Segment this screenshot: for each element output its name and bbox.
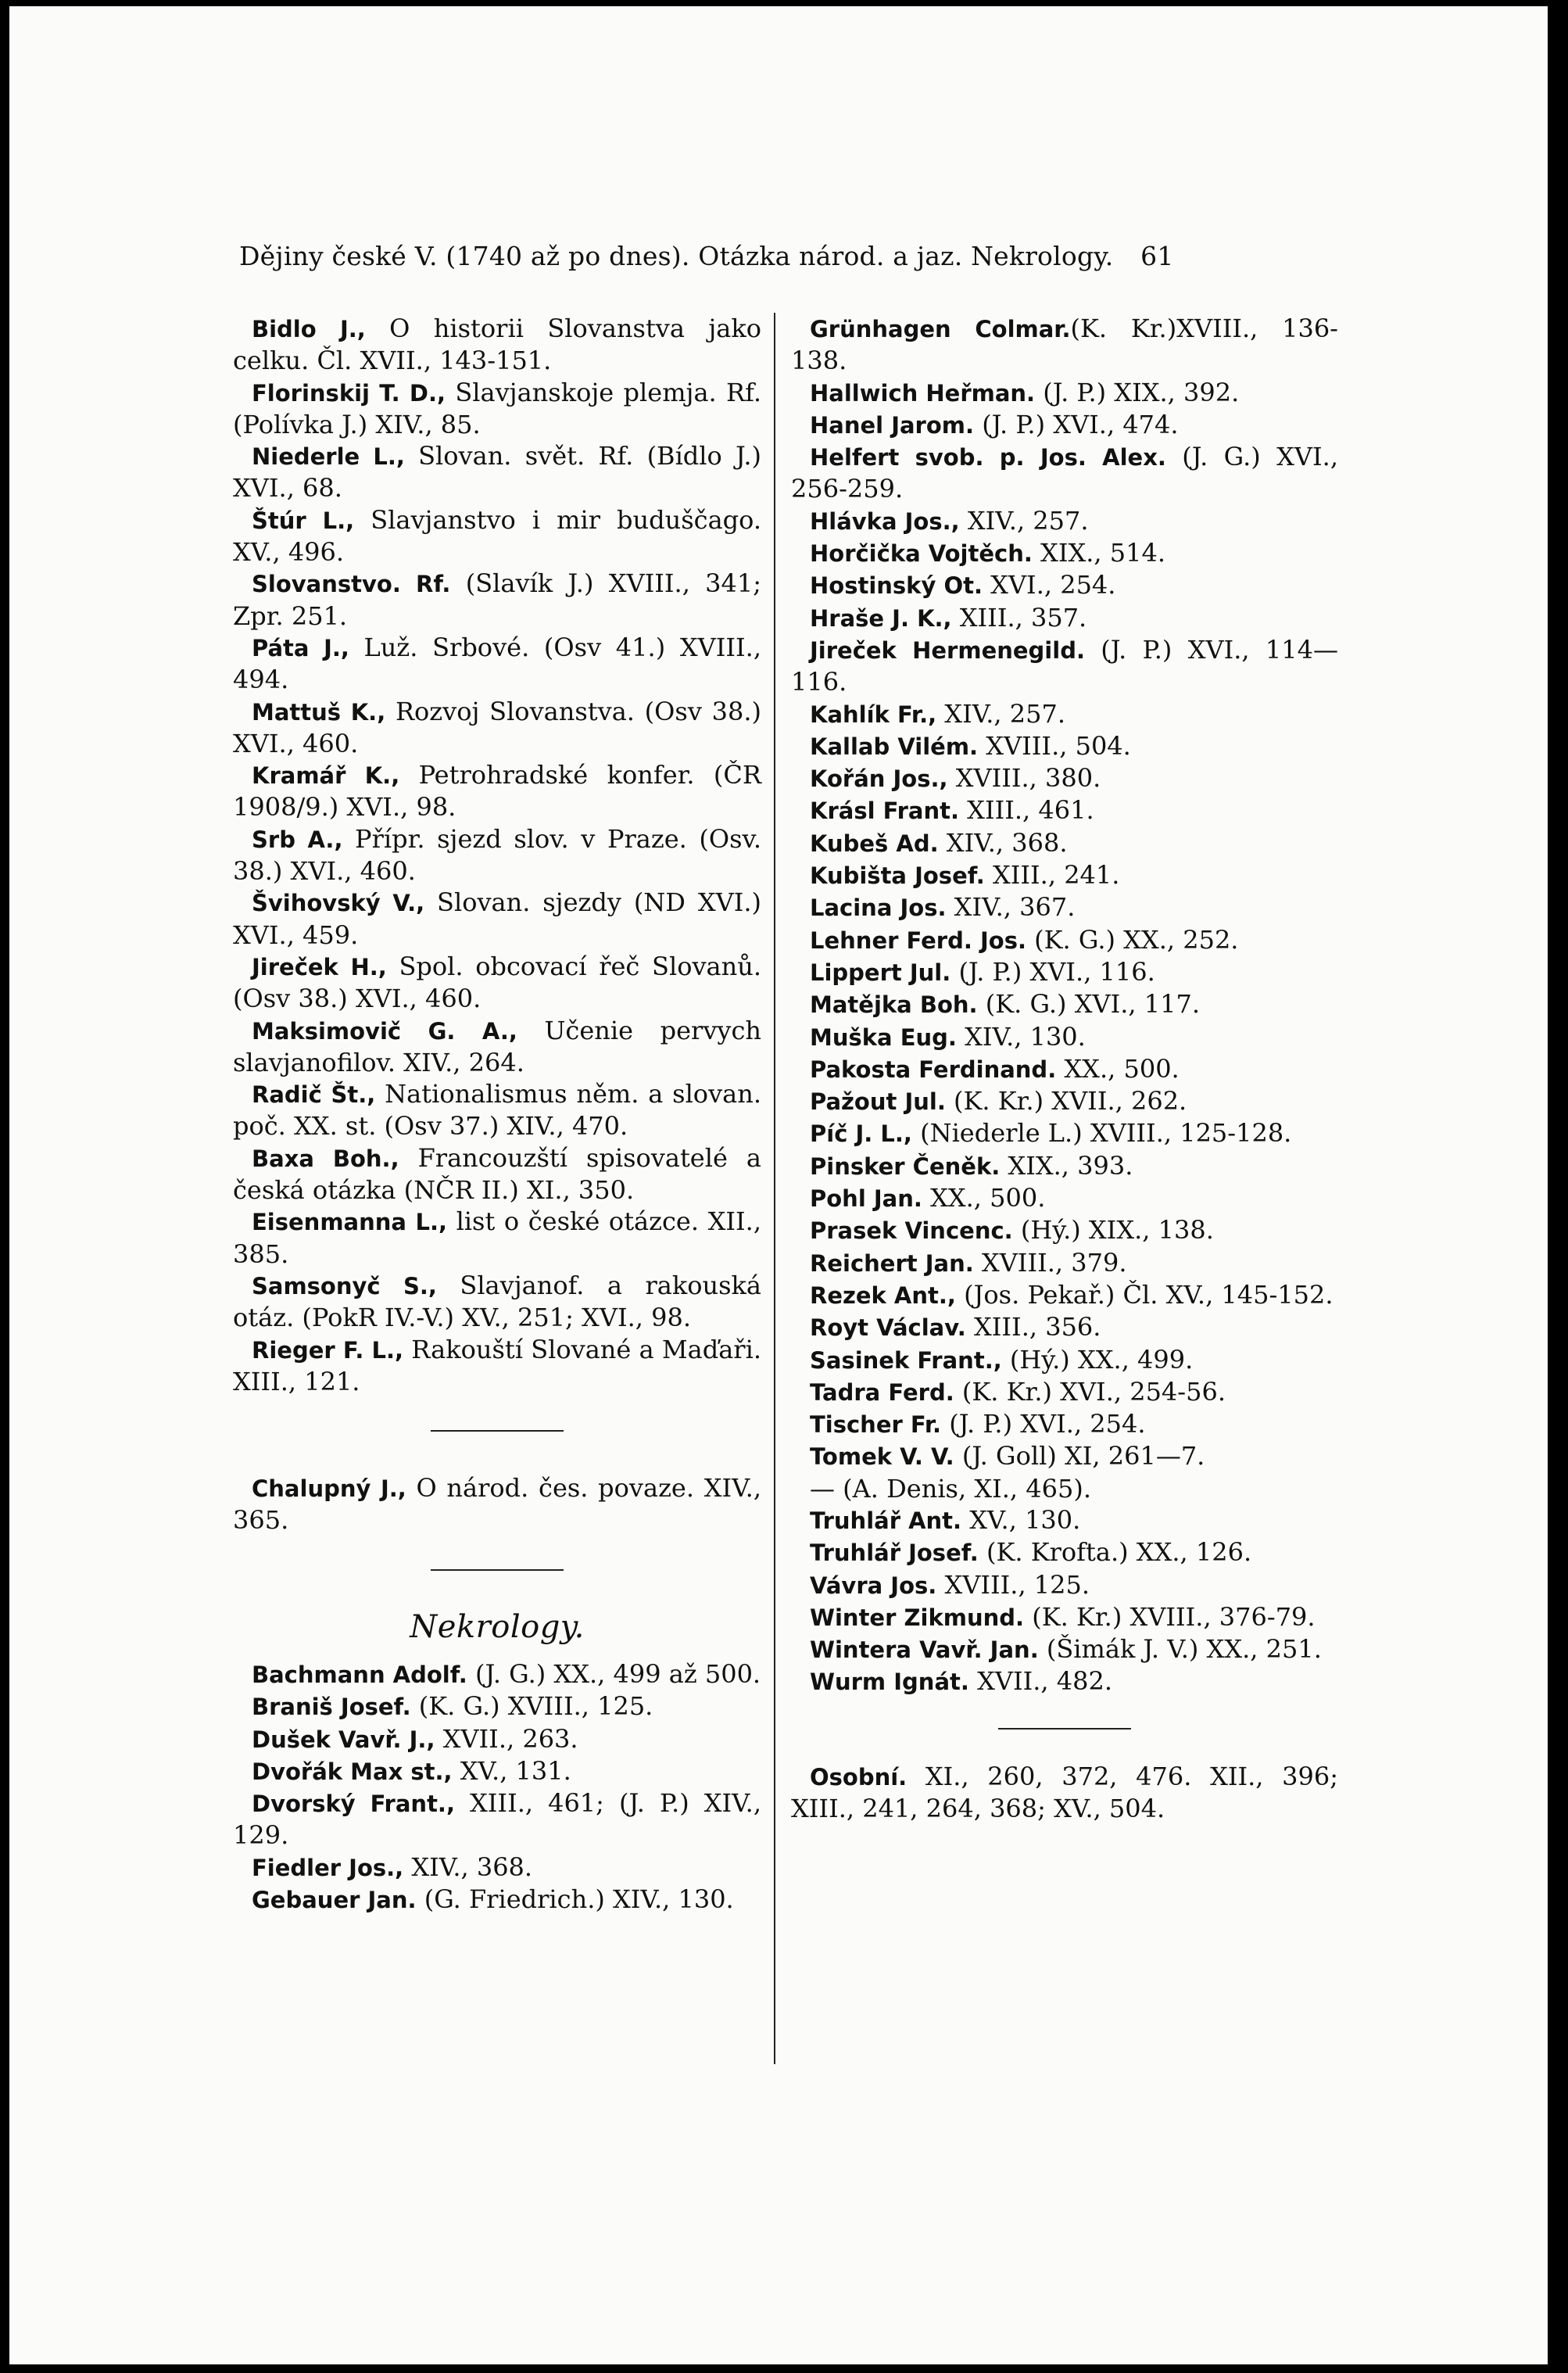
bibliography-entry: [791, 1504, 1338, 1536]
entry-text: Učenie pervych slavjanofilov. XIV., 264.: [233, 1015, 762, 1077]
entry-text: XVIII., 379.: [973, 1247, 1127, 1278]
bibliography-entry: [791, 730, 1338, 762]
entry-text: XVIII., 380.: [947, 763, 1101, 794]
entry-author: Píč J. L.,: [810, 1120, 912, 1148]
bibliography-entry: [791, 762, 1338, 794]
entry-author: Bidlo J.,: [252, 316, 366, 342]
entry-author: Mattuš K.,: [252, 698, 386, 726]
entry-text: (K. Kr.)XVIII., 136-138.: [791, 314, 1338, 376]
bibliography-entry: [791, 1601, 1338, 1633]
bibliography-entry: [233, 1206, 761, 1270]
right-entries-after-rule: [791, 1761, 1338, 1825]
separator-rule: [998, 1728, 1131, 1730]
entry-author: Kubeš Ad.: [810, 830, 939, 857]
bibliography-entry: [233, 568, 761, 632]
bibliography-entry: [791, 891, 1338, 923]
bibliography-entry: [791, 1053, 1338, 1085]
entry-author: Truhlář Ant.: [810, 1507, 962, 1534]
entry-author: Florinskij T. D.,: [252, 379, 446, 407]
bibliography-entry: [233, 951, 761, 1015]
entry-text: XV., 130.: [961, 1504, 1081, 1535]
entry-text: (J. Goll) XI, 261—7.: [954, 1441, 1205, 1471]
header-title: Dějiny české V. (1740 až po dnes). Otázka národ. a jaz. Nekrology.: [239, 241, 1114, 271]
entry-author: Eisenmanna L.,: [252, 1209, 447, 1236]
entry-text: XIII., 461.: [959, 795, 1094, 826]
bibliography-entry: [233, 1787, 761, 1851]
entry-text: Přípr. sjezd slov. v Praze. (Osv. 38.) XVI., 460.: [233, 823, 761, 887]
bibliography-entry: [791, 859, 1338, 891]
entry-author: Baxa Boh.,: [252, 1145, 399, 1172]
entry-text: Slavjanstvo i mir buduščago. XV., 496.: [233, 504, 761, 568]
entry-text: (Hý.) XX., 499.: [1001, 1344, 1194, 1375]
entry-author: Vávra Jos.: [810, 1572, 937, 1599]
entry-author: Kořán Jos.,: [810, 765, 948, 793]
entry-author: Tadra Ferd.: [810, 1378, 954, 1406]
entry-author: Srb A.,: [252, 826, 343, 853]
entry-text: XIV., 368.: [938, 827, 1068, 858]
bibliography-entry: [791, 1408, 1338, 1440]
entry-text: (Slavík J.) XVIII., 341; Zpr. 251.: [233, 568, 762, 631]
entry-text: (Niederle L.) XVIII., 125-128.: [911, 1118, 1292, 1149]
bibliography-entry: [791, 1279, 1338, 1311]
bibliography-entry: [233, 1270, 761, 1334]
running-header: [239, 241, 1174, 271]
entry-author: Dvorský Frant.,: [252, 1791, 455, 1818]
entry-author: Chalupný J.,: [252, 1475, 406, 1503]
entry-author: Gebauer Jan.: [252, 1887, 417, 1914]
entry-text: Slovan. sjezdy (ND XVI.) XVI., 459.: [233, 887, 762, 950]
entry-text: XVII., 263.: [435, 1723, 578, 1754]
bibliography-entry: [233, 377, 761, 441]
entry-author: Kramář K.,: [252, 762, 400, 790]
entry-author: Reichert Jan.: [810, 1249, 974, 1277]
entry-author: Wintera Vavř. Jan.: [810, 1636, 1039, 1664]
entry-text: XIX., 393.: [1000, 1150, 1133, 1181]
entry-text: XV., 131.: [452, 1755, 571, 1786]
bibliography-entry: [791, 1440, 1338, 1472]
entry-text: (G. Friedrich.) XIV., 130.: [416, 1884, 734, 1915]
entry-text: Nationalismus něm. a slovan. poč. XX. st. (Osv 37.) XIV., 470.: [233, 1079, 762, 1142]
entry-author: Hanel Jarom.: [810, 411, 975, 439]
entry-author: Kubišta Josef.: [810, 862, 985, 890]
separator-rule: [431, 1430, 564, 1432]
entry-text: (J. G.) XX., 499 až 500.: [467, 1658, 761, 1689]
entry-author: Pohl Jan.: [810, 1185, 922, 1213]
entry-author: Hraše J. K.,: [810, 604, 952, 632]
entry-text: XVII., 482.: [968, 1666, 1113, 1697]
entry-author: Niederle L.,: [252, 443, 405, 471]
bibliography-entry: [791, 634, 1338, 698]
bibliography-entry: [791, 569, 1338, 601]
bibliography-entry: [791, 505, 1338, 537]
entry-text: Rozvoj Slovanstva. (Osv 38.) XVI., 460.: [233, 696, 761, 758]
entry-text: O národ. čes. povaze. XIV., 365.: [233, 1473, 762, 1536]
bibliography-entry: [791, 956, 1338, 988]
bibliography-entry: [791, 1569, 1338, 1601]
bibliography-entry: [791, 1117, 1338, 1149]
entry-author: Maksimovič G. A.,: [252, 1017, 517, 1045]
bibliography-entry: [791, 1311, 1338, 1343]
entry-author: Matějka Boh.: [810, 991, 978, 1019]
bibliography-entry: [233, 1472, 761, 1536]
entry-author: Prasek Vincenc.: [810, 1217, 1013, 1245]
entry-author: Kahlík Fr.,: [810, 701, 937, 728]
entry-text: (K. Kr.) XVIII., 376-79.: [1024, 1601, 1316, 1632]
entry-text: Francouzští spisovatelé a česká otázka (NČR II.) XI., 350.: [233, 1142, 761, 1206]
entry-text: (J. G.) XVI., 256-259.: [791, 442, 1339, 504]
entry-text: (J. P.) XIX., 392.: [1035, 377, 1240, 407]
bibliography-entry: [791, 602, 1338, 634]
entry-author: Wurm Ignát.: [810, 1669, 969, 1696]
bibliography-entry: [233, 313, 761, 377]
entry-author: Jireček Hermenegild.: [810, 636, 1085, 664]
entry-author: Samsonyč S.,: [252, 1272, 437, 1299]
bibliography-entry: [233, 823, 761, 887]
entry-author: Fiedler Jos.,: [252, 1854, 404, 1881]
entry-text: (Jos. Pekař.) Čl. XV., 145-152.: [955, 1279, 1334, 1310]
bibliography-entry: [791, 1247, 1338, 1279]
entry-author: Jireček H.,: [252, 953, 387, 980]
entry-author: Braniš Josef.: [252, 1694, 411, 1721]
entry-text: XVI., 254.: [982, 570, 1116, 600]
entry-text: (Hý.) XIX., 138.: [1012, 1215, 1214, 1246]
entry-author: Osobní.: [810, 1763, 908, 1791]
bibliography-entry: [233, 1658, 761, 1690]
entry-author: Dvořák Max st.,: [252, 1758, 453, 1785]
section-title: Nekrology.: [410, 1608, 585, 1645]
entry-text: XIII., 461; (J. P.) XIV., 129.: [233, 1788, 762, 1851]
bibliography-entry: [233, 1851, 761, 1884]
bibliography-entry: [791, 794, 1338, 826]
bibliography-entry: [233, 759, 761, 823]
right-entries: [791, 313, 1338, 1698]
entry-author: Royt Václav.: [810, 1314, 966, 1342]
left-column: [233, 313, 761, 1916]
entry-text: Slavjanof. a rakouská otáz. (PokR IV.-V.) XV., 251; XVI., 98.: [233, 1270, 761, 1333]
right-column: [791, 313, 1338, 1824]
entry-author: Páta J.,: [252, 634, 349, 661]
bibliography-entry: [791, 313, 1338, 377]
entry-author: Radič Št.,: [252, 1081, 376, 1109]
entry-text: XIV., 367.: [946, 892, 1076, 923]
entry-text: (J. P.) XVI., 254.: [941, 1409, 1146, 1439]
left-entries: [233, 313, 761, 1397]
entry-text: — (A. Denis, XI., 465).: [810, 1473, 1091, 1504]
entry-author: Tischer Fr.: [810, 1411, 942, 1439]
necrology-entries: [233, 1658, 761, 1916]
bibliography-entry: [233, 696, 761, 760]
entry-text: Petrohradské konfer. (ČR 1908/9.) XVI., 98.: [233, 760, 761, 823]
entry-author: Winter Zikmund.: [810, 1604, 1025, 1631]
bibliography-entry: [233, 887, 761, 951]
bibliography-entry: [233, 1078, 761, 1142]
entry-text: XIV., 130.: [956, 1021, 1086, 1052]
entry-author: Hallwich Heřman.: [810, 379, 1036, 407]
entry-author: Pažout Jul.: [810, 1088, 946, 1116]
entry-author: Dušek Vavř. J.,: [252, 1726, 435, 1753]
entry-text: XIII., 357.: [951, 602, 1087, 633]
entry-text: (J. P.) XVI., 474.: [974, 409, 1179, 439]
entry-text: XI., 260, 372, 476. XII., 396; XIII., 241, 264, 368; XV., 504.: [791, 1761, 1338, 1824]
entry-text: XIV., 257.: [936, 698, 1065, 729]
entry-author: Grünhagen Colmar.: [810, 316, 1071, 342]
page-number: 61: [1140, 241, 1174, 271]
bibliography-entry: [233, 504, 761, 568]
bibliography-entry: [791, 1182, 1338, 1214]
entry-text: Slavjanskoje plemja. Rf. (Polívka J.) XIV., 85.: [233, 377, 762, 439]
entry-author: Rieger F. L.,: [252, 1336, 404, 1364]
entry-text: XIV., 368.: [403, 1851, 533, 1882]
bibliography-entry: [233, 440, 761, 504]
bibliography-entry: [233, 1334, 761, 1398]
bibliography-entry: [791, 1021, 1338, 1053]
bibliography-entry: [791, 1473, 1338, 1504]
bibliography-entry: [791, 1536, 1338, 1568]
bibliography-entry: [791, 537, 1338, 569]
entry-author: Truhlář Josef.: [810, 1540, 979, 1567]
bibliography-entry: [791, 409, 1338, 441]
entry-author: Horčička Vojtěch.: [810, 540, 1033, 568]
left-entries-after-rule: [233, 1472, 761, 1536]
entry-text: XIII., 356.: [965, 1312, 1101, 1342]
entry-text: (Šimák J. V.) XX., 251.: [1038, 1634, 1322, 1665]
bibliography-entry: [791, 1761, 1338, 1825]
entry-author: Hostinský Ot.: [810, 572, 983, 600]
entry-text: (K. Kr.) XVI., 254-56.: [954, 1376, 1226, 1407]
entry-text: XIX., 514.: [1032, 538, 1166, 568]
entry-author: Bachmann Adolf.: [252, 1661, 467, 1688]
bibliography-entry: [791, 1665, 1338, 1697]
bibliography-entry: [233, 1755, 761, 1787]
entry-text: Slovan. svět. Rf. (Bídlo J.) XVI., 68.: [233, 441, 762, 504]
separator-rule: [431, 1569, 564, 1571]
entry-text: list o české otázce. XII., 385.: [233, 1206, 762, 1269]
entry-author: Muška Eug.: [810, 1023, 957, 1051]
bibliography-entry: [233, 1015, 761, 1079]
entry-text: (J. P.) XVI., 114—116.: [791, 634, 1338, 697]
bibliography-entry: [791, 1150, 1338, 1182]
bibliography-entry: [791, 1633, 1338, 1665]
entry-author: Rezek Ant.,: [810, 1281, 956, 1309]
entry-author: Tomek V. V.: [810, 1443, 954, 1471]
entry-text: (K. Krofta.) XX., 126.: [978, 1537, 1252, 1568]
entry-author: Lehner Ferd. Jos.: [810, 927, 1026, 954]
entry-text: XVIII., 125.: [936, 1569, 1090, 1600]
entry-author: Lacina Jos.: [810, 894, 947, 922]
bibliography-entry: [233, 1142, 761, 1206]
column-divider: [774, 313, 775, 2064]
entry-author: Sasinek Frant.,: [810, 1346, 1002, 1374]
entry-text: XVIII., 504.: [978, 730, 1131, 761]
bibliography-entry: [791, 924, 1338, 956]
entry-text: (K. G.) XVI., 117.: [977, 989, 1200, 1020]
bibliography-entry: [791, 698, 1338, 730]
bibliography-entry: [791, 1085, 1338, 1117]
entry-author: Slovanstvo. Rf.: [252, 571, 451, 598]
entry-text: Spol. obcovací řeč Slovanů. (Osv 38.) XVI., 460.: [233, 951, 762, 1014]
entry-text: Luž. Srbové. (Osv 41.) XVIII., 494.: [233, 632, 761, 695]
bibliography-entry: [791, 1344, 1338, 1376]
entry-text: XX., 500.: [1056, 1053, 1180, 1084]
entry-text: (K. G.) XVIII., 125.: [410, 1691, 653, 1722]
entry-author: Lippert Jul.: [810, 959, 951, 986]
entry-author: Hlávka Jos.,: [810, 507, 960, 535]
entry-text: (K. Kr.) XVII., 262.: [945, 1086, 1187, 1117]
entry-text: Rakouští Slované a Maďaři. XIII., 121.: [233, 1334, 761, 1396]
entry-author: Helfert svob. p. Jos. Alex.: [810, 444, 1166, 471]
entry-text: O historii Slovanstva jako celku. Čl. XVII., 143-151.: [233, 314, 761, 376]
entry-text: XIII., 241.: [984, 860, 1120, 891]
entry-text: (K. G.) XX., 252.: [1026, 924, 1239, 955]
bibliography-entry: [233, 1723, 761, 1755]
bibliography-entry: [233, 1884, 761, 1916]
entry-author: Kallab Vilém.: [810, 733, 979, 760]
bibliography-entry: [791, 441, 1338, 505]
entry-author: Štúr L.,: [252, 507, 355, 534]
bibliography-entry: [791, 1376, 1338, 1408]
entry-text: XIV., 257.: [959, 505, 1089, 536]
entry-text: (J. P.) XVI., 116.: [950, 956, 1155, 987]
book-page: [9, 6, 1548, 2364]
entry-author: Švihovský V.,: [252, 890, 425, 917]
bibliography-entry: [791, 1214, 1338, 1246]
entry-author: Pakosta Ferdinand.: [810, 1056, 1057, 1083]
entry-text: XX., 500.: [922, 1183, 1046, 1213]
bibliography-entry: [791, 827, 1338, 859]
bibliography-entry: [233, 1690, 761, 1722]
bibliography-entry: [791, 988, 1338, 1020]
entry-author: Krásl Frant.: [810, 798, 959, 825]
bibliography-entry: [791, 377, 1338, 409]
bibliography-entry: [233, 632, 761, 696]
entry-author: Pinsker Čeněk.: [810, 1152, 1001, 1180]
